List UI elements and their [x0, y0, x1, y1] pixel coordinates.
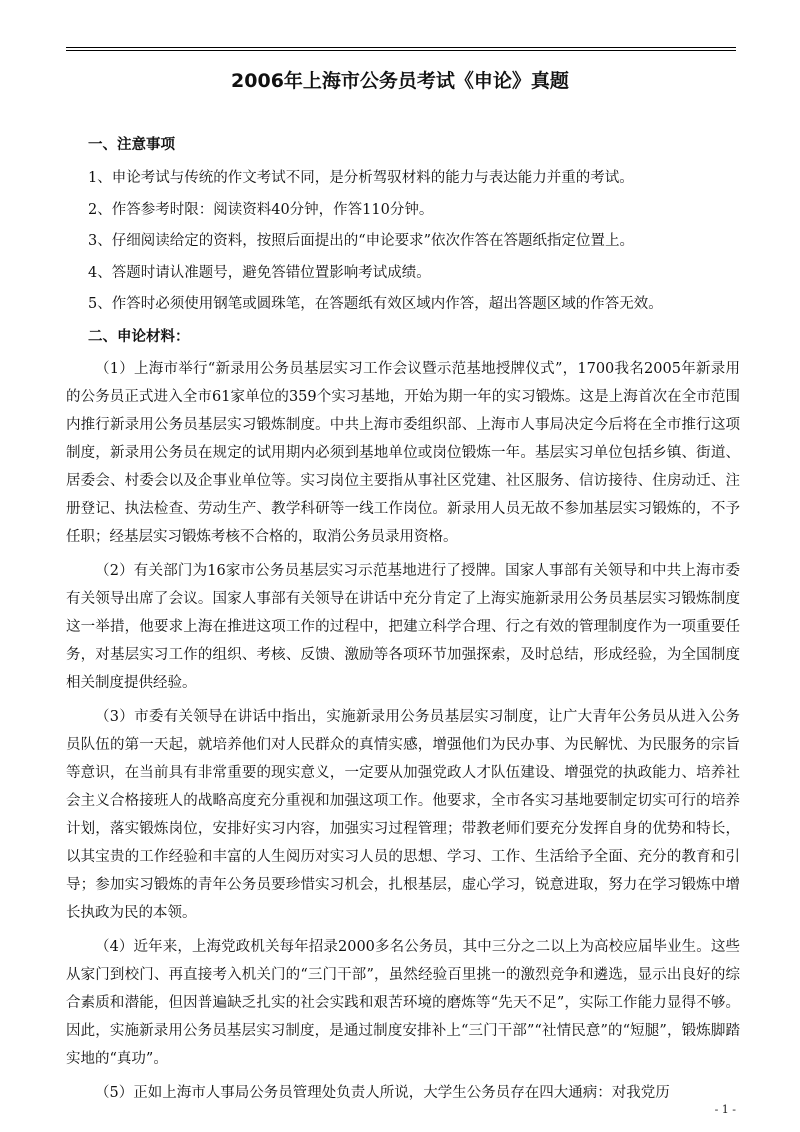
material-paragraph: （5）正如上海市人事局公务员管理处负责人所说，大学生公务员存在四大通病：对我党历: [95, 1084, 670, 1101]
material-paragraph: （2）有关部门为16家市公务员基层实习示范基地进行了授牌。国家人事部有关领导和中共上海市委有关领导出席了会议。国家人事部有关领导在讲话中充分肯定了上海实施新录用公务员基层实习锻炼制度这一举措，他要求上海在推进这项工作的过程中，把建立科学合理、行之有效的管理制度作为一项重要任务，对基层实习工作的组织、考核、反馈、激励等各项环节加强探索，及时总结，形成经验，为全国制度相关制度提供经验。: [66, 562, 740, 691]
note-item: 4、答题时请认准题号，避免答错位置影响考试成绩。: [88, 264, 431, 281]
note-item: 3、仔细阅读给定的资料，按照后面提出的“申论要求”依次作答在答题纸指定位置上。: [88, 233, 635, 249]
header-rule-bottom: [66, 50, 736, 51]
document-title: 2006年上海市公务员考试《申论》真题: [231, 70, 569, 92]
note-item: 2、作答参考时限：阅读资料40分钟，作答110分钟。: [88, 201, 434, 218]
notes-list: [88, 163, 740, 321]
document-body: [66, 131, 740, 1113]
page-number: - 1 -: [714, 1103, 736, 1116]
section-heading-materials: 二、申论材料：: [88, 328, 190, 345]
material-paragraph: （4）近年来，上海党政机关每年招录2000多名公务员，其中三分之二以上为高校应届毕业生。这些从家门到校门、再直接考入机关门的“三门干部”，虽然经验百里挑一的激烈竞争和遴选，显示出良好的综合素质和潜能，但因普遍缺乏扎实的社会实践和艰苦环境的磨炼等“先天不足”，实际工作能力显得不够。因此，实施新录用公务员基层实习制度，是通过制度安排补上“三门干部”“社情民意”的“短腿”，锻炼脚踏实地的“真功”。: [66, 938, 740, 1067]
note-item: 5、作答时必须使用钢笔或圆珠笔，在答题纸有效区域内作答，超出答题区域的作答无效。: [88, 296, 663, 312]
header-rule-top: [66, 47, 736, 48]
section-heading-notes: 一、注意事项: [88, 137, 175, 153]
material-paragraph: （3）市委有关领导在讲话中指出，实施新录用公务员基层实习制度，让广大青年公务员从进入公务员队伍的第一天起，就培养他们对人民群众的真情实感，增强他们为民办事、为民解忧、为民服务的宗旨等意识，在当前具有非常重要的现实意义，一定要从加强党政人才队伍建设、增强党的执政能力、培养社会主义合格接班人的战略高度充分重视和加强这项工作。他要求，全市各实习基地要制定切实可行的培养计划，落实锻炼岗位，安排好实习内容，加强实习过程管理；带教老师们要充分发挥自身的优势和特长，以其宝贵的工作经验和丰富的人生阅历对实习人员的思想、学习、工作、生活给予全面、充分的教育和引导；参加实习锻炼的青年公务员要珍惜实习机会，扎根基层，虚心学习，锐意进取，努力在学习锻炼中增长执政为民的本领。: [66, 708, 740, 921]
note-item: 1、申论考试与传统的作文考试不同，是分析驾驭材料的能力与表达能力并重的考试。: [88, 170, 634, 186]
material-paragraph: （1）上海市举行“新录用公务员基层实习工作会议暨示范基地授牌仪式”，1700我名2005年新录用的公务员正式进入全市61家单位的359个实习基地，开始为期一年的实习锻炼。这是上海首次在全市范围内推行新录用公务员基层实习锻炼制度。中共上海市委组织部、上海市人事局决定今后将在全市推行这项制度，新录用公务员在规定的试用期内必须到基地单位或岗位锻炼一年。基层实习单位包括乡镇、街道、居委会、村委会以及企事业单位等。实习岗位主要指从事社区党建、社区服务、信访接待、住房动迁、注册登记、执法检查、劳动生产、教学科研等一线工作岗位。新录用人员无故不参加基层实习锻炼的，不予任职；经基层实习锻炼考核不合格的，取消公务员录用资格。: [66, 360, 740, 545]
